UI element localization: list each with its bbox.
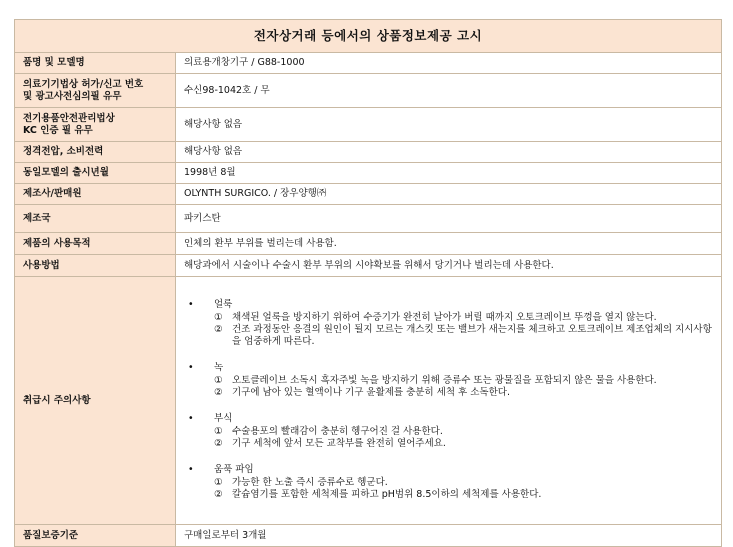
item-number: ① <box>214 425 223 437</box>
row-value-usage: 해당과에서 시술이나 수술시 환부 부위의 시야확보를 위해서 당기거나 벌리는데 사용한다. <box>176 255 722 277</box>
table-row <box>15 233 722 255</box>
table-row <box>15 255 722 277</box>
item-text: 기구에 남아 있는 혈액이나 기구 윤활제를 충분히 세척 후 소독한다. <box>232 386 510 398</box>
row-value-license-number: 수신98-1042호 / 무 <box>176 74 722 108</box>
table-row <box>15 53 722 74</box>
caution-section-pitting <box>184 464 713 501</box>
table-row <box>15 142 722 163</box>
item-text: 건조 과정동안 응결의 원인이 될지 모르는 개스킷 또는 밸브가 새는지를 체크하고 오토크레이브 제조업체의 지시사항을 엄중하게 따른다. <box>232 323 712 347</box>
caution-section-corrosion <box>184 413 713 450</box>
item-number: ① <box>214 311 223 323</box>
table-row <box>15 205 722 233</box>
row-value-release-date: 1998년 8월 <box>176 163 722 184</box>
row-value-manufacturer: OLYNTH SURGICO. / 장우양행㈜ <box>176 184 722 205</box>
row-label-manufacturer: 제조사/판매원 <box>15 184 176 205</box>
row-label-product-name: 품명 및 모델명 <box>15 53 176 74</box>
bullet-icon: • <box>188 464 194 475</box>
item-text: 칼슘염기를 포함한 세척제를 피하고 pH범위 8.5이하의 세척제를 사용한다. <box>232 488 542 500</box>
caution-section-title: 얼룩 <box>214 299 233 310</box>
row-value-product-name: 의료용개창기구 / G88-1000 <box>176 53 722 74</box>
bullet-icon: • <box>188 362 194 373</box>
item-text: 수술용포의 빨래감이 충분히 헹구어진 걸 사용한다. <box>232 425 443 437</box>
row-label-purpose: 제품의 사용목적 <box>15 233 176 255</box>
caution-section-head <box>184 413 713 426</box>
row-value-kc-cert: 해당사항 없음 <box>176 108 722 142</box>
caution-section-head <box>184 299 713 312</box>
row-label-caution: 취급시 주의사항 <box>15 277 176 525</box>
caution-section-title: 움푹 파임 <box>214 464 254 475</box>
item-number: ② <box>214 386 223 398</box>
list-item <box>184 375 713 387</box>
table-row <box>15 525 722 547</box>
caution-section-rust <box>184 362 713 399</box>
caution-section-head <box>184 362 713 375</box>
row-value-country: 파키스탄 <box>176 205 722 233</box>
row-value-purpose: 인체의 환부 부위를 벌리는데 사용함. <box>176 233 722 255</box>
title-row <box>15 20 722 53</box>
row-value-warranty: 구매일로부터 3개월 <box>176 525 722 547</box>
table-row-caution <box>15 277 722 525</box>
notice-title: 전자상거래 등에서의 상품정보제공 고시 <box>15 20 722 53</box>
product-info-notice-table <box>14 19 722 547</box>
row-label-usage: 사용방법 <box>15 255 176 277</box>
caution-section-title: 부식 <box>214 413 233 424</box>
bullet-icon: • <box>188 299 194 310</box>
bullet-icon: • <box>188 413 194 424</box>
list-item <box>184 426 713 438</box>
row-label-license-number-text: 의료기기법상 허가/신고 번호 및 광고사전심의필 유무 <box>23 78 144 102</box>
list-item <box>184 489 713 501</box>
item-number: ② <box>214 323 223 335</box>
row-label-country: 제조국 <box>15 205 176 233</box>
row-label-release-date: 동일모델의 출시년월 <box>15 163 176 184</box>
row-label-kc-cert-text: 전기용품안전관리법상 KC 인증 필 유무 <box>23 112 115 136</box>
row-label-kc-cert <box>15 108 176 142</box>
table-row <box>15 184 722 205</box>
list-item <box>184 438 713 450</box>
caution-section-head <box>184 464 713 477</box>
table-row <box>15 163 722 184</box>
item-number: ① <box>214 476 223 488</box>
list-item <box>184 477 713 489</box>
list-item <box>184 324 713 348</box>
item-text: 채색된 얼룩을 방지하기 위하여 수증기가 완전히 날아가 버릴 때까지 오토크레이브 뚜껑을 열지 않는다. <box>232 311 657 323</box>
item-number: ② <box>214 437 223 449</box>
item-text: 오토클레이브 소독시 흑자주빛 녹을 방지하기 위해 증류수 또는 광물질을 포함되지 않은 물을 사용한다. <box>232 374 657 386</box>
table-row <box>15 74 722 108</box>
row-value-caution <box>176 277 722 525</box>
row-value-rated-power: 해당사항 없음 <box>176 142 722 163</box>
list-item <box>184 387 713 399</box>
caution-section-stain <box>184 299 713 348</box>
table-row <box>15 108 722 142</box>
row-label-warranty: 품질보증기준 <box>15 525 176 547</box>
item-text: 가능한 한 노출 즉시 증류수로 헹군다. <box>232 476 388 488</box>
row-label-license-number <box>15 74 176 108</box>
item-number: ① <box>214 374 223 386</box>
caution-section-title: 녹 <box>214 362 224 373</box>
list-item <box>184 312 713 324</box>
row-label-rated-power: 정격전압, 소비전력 <box>15 142 176 163</box>
item-number: ② <box>214 488 223 500</box>
item-text: 기구 세척에 앞서 모든 교착부를 완전히 열어주세요. <box>232 437 446 449</box>
